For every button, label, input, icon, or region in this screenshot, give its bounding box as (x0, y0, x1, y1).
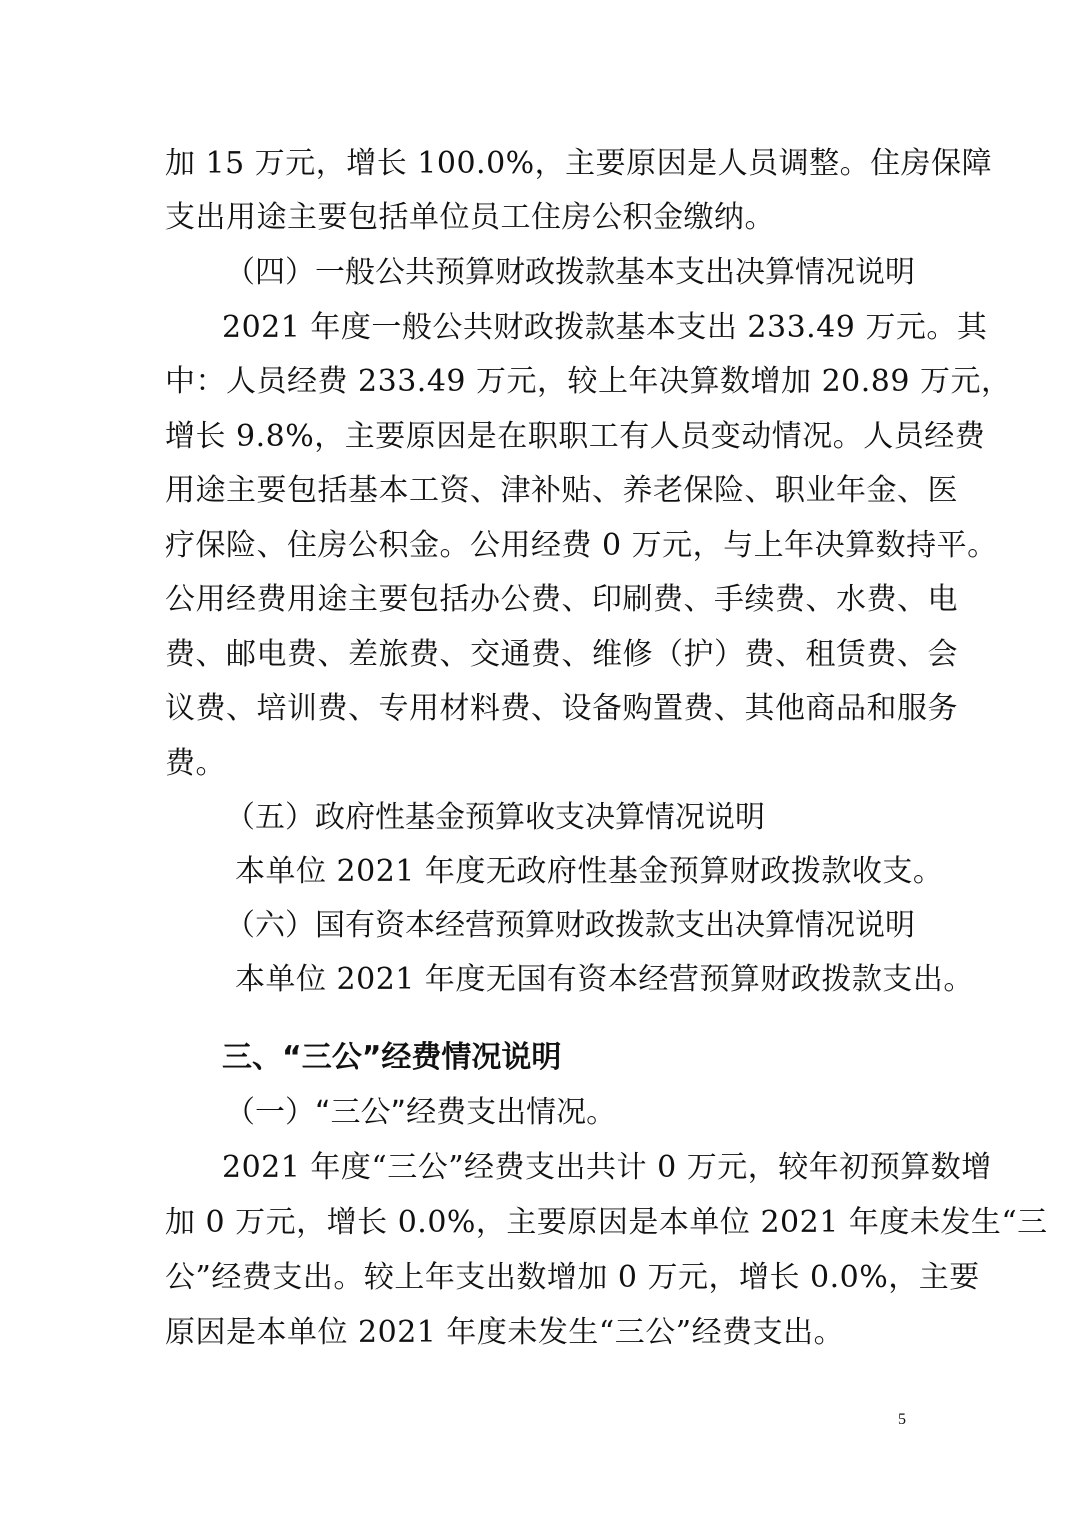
paragraph-line: 用途主要包括基本工资、津补贴、养老保险、职业年金、医 (165, 473, 958, 508)
paragraph-line: 增长 9.8%，主要原因是在职职工有人员变动情况。人员经费 (165, 419, 986, 454)
paragraph-line: 2021 年度“三公”经费支出共计 0 万元，较年初预算数增 (222, 1150, 992, 1185)
section-heading-4: （四）一般公共预算财政拨款基本支出决算情况说明 (225, 255, 915, 290)
paragraph-line: 议费、培训费、专用材料费、设备购置费、其他商品和服务 (165, 691, 958, 726)
paragraph-line: 费。 (165, 746, 226, 781)
page-number: 5 (898, 1411, 906, 1428)
paragraph-line: 本单位 2021 年度无国有资本经营预算财政拨款支出。 (235, 962, 974, 997)
section-heading-3: 三、“三公”经费情况说明 (222, 1040, 562, 1075)
paragraph-line: 疗保险、住房公积金。公用经费 0 万元，与上年决算数持平。 (165, 528, 998, 563)
paragraph-line: 支出用途主要包括单位员工住房公积金缴纳。 (165, 200, 775, 235)
paragraph-line: 原因是本单位 2021 年度未发生“三公”经费支出。 (165, 1315, 845, 1350)
paragraph-line: 加 0 万元，增长 0.0%，主要原因是本单位 2021 年度未发生“三 (165, 1205, 1048, 1240)
section-heading-5: （五）政府性基金预算收支决算情况说明 (225, 800, 765, 835)
paragraph-line: 本单位 2021 年度无政府性基金预算财政拨款收支。 (235, 854, 944, 889)
paragraph-line: 2021 年度一般公共财政拨款基本支出 233.49 万元。其 (222, 310, 988, 345)
subsection-heading-1: （一）“三公”经费支出情况。 (225, 1095, 617, 1130)
paragraph-line: 中：人员经费 233.49 万元，较上年决算数增加 20.89 万元， (165, 364, 1012, 399)
paragraph-line: 费、邮电费、差旅费、交通费、维修（护）费、租赁费、会 (165, 637, 958, 672)
section-heading-6: （六）国有资本经营预算财政拨款支出决算情况说明 (225, 908, 915, 943)
paragraph-line: 公”经费支出。较上年支出数增加 0 万元，增长 0.0%，主要 (165, 1260, 980, 1295)
paragraph-line: 公用经费用途主要包括办公费、印刷费、手续费、水费、电 (165, 582, 958, 617)
paragraph-line: 加 15 万元，增长 100.0%，主要原因是人员调整。住房保障 (165, 146, 993, 181)
